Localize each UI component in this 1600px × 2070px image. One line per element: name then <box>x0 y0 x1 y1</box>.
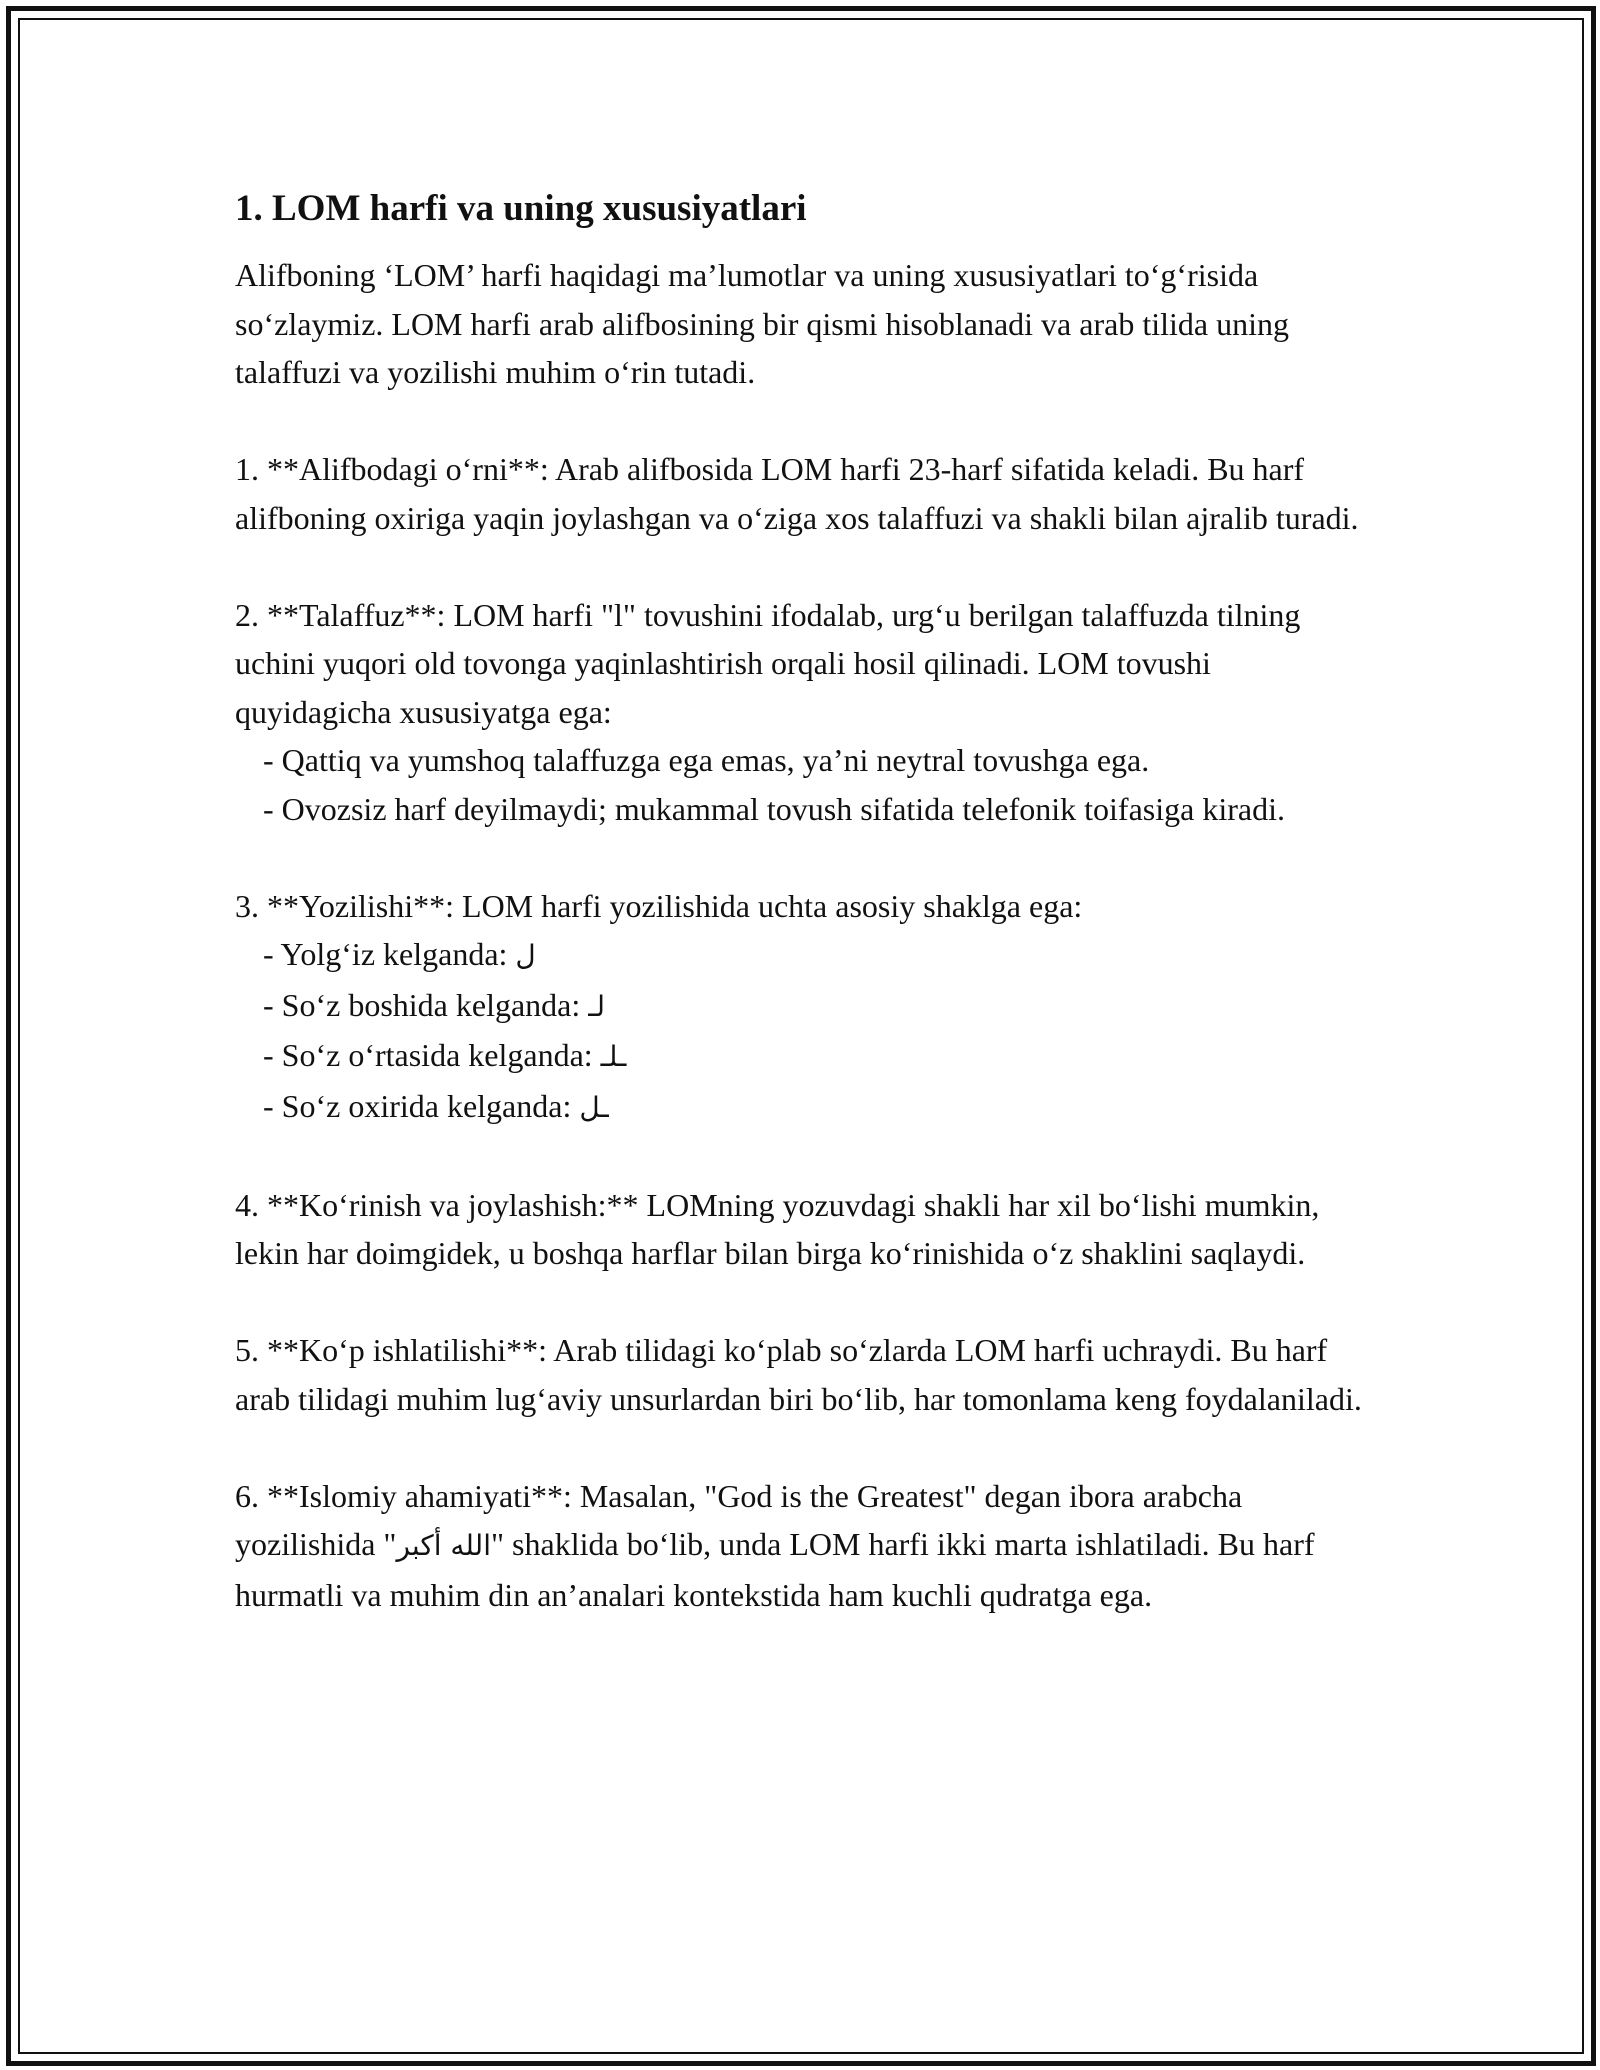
paragraph-gap <box>235 397 1375 446</box>
letter-form-label: - So‘z oxirida kelganda: <box>263 1087 580 1124</box>
section-2-bullet-2: - Ovozsiz harf deyilmaydi; mukammal tovush sifatida telefonik toifasiga kiradi. <box>263 790 1285 827</box>
section-3-paragraph: 3. **Yozilishi**: LOM harfi yozilishida uchta asosiy shaklga ega: <box>235 887 1083 924</box>
section-4-paragraph: 4. **Ko‘rinish va joylashish:** LOMning yozuvdagi shakli har xil bo‘lishi mumkin, lekin har doimgidek, u boshqa harflar bilan birga ko‘rinishida o‘z shaklini saqlaydi. <box>235 1186 1328 1271</box>
section-6-text-after: " shaklida bo‘lib, unda LOM harfi ikki marta ishlatiladi. Bu harf hurmatli va muhim din an’analari kontekstida ham kuchli qudratga ega. <box>235 1526 1323 1613</box>
letter-form-label: - So‘z boshida kelganda: <box>263 986 589 1023</box>
document-body <box>235 185 1375 1619</box>
document-title: 1. LOM harfi va uning xususiyatlari <box>235 188 807 229</box>
section-2-bullet-1: - Qattiq va yumshoq talaffuzga ega emas, ya’ni neytral tovushga ega. <box>263 742 1150 778</box>
paragraph-gap <box>235 1423 1375 1472</box>
arabic-glyph: ـلـ <box>600 1040 627 1073</box>
letter-form-isolated <box>235 930 1375 981</box>
section-1-paragraph: 1. **Alifbodagi o‘rni**: Arab alifbosida LOM harfi 23-harf sifatida keladi. Bu harf alifboning oxiriga yaqin joylashgan va o‘ziga xos talaffuzi va shakli bilan ajralib turadi. <box>235 451 1359 536</box>
letter-form-final <box>235 1082 1375 1133</box>
arabic-phrase: الله أكبر <box>396 1529 491 1562</box>
letter-form-label: - Yolg‘iz kelganda: <box>263 936 516 972</box>
letter-form-label: - So‘z o‘rtasida kelganda: <box>263 1037 601 1073</box>
paragraph-gap <box>235 542 1375 591</box>
paragraph-gap <box>235 833 1375 882</box>
intro-paragraph: Alifboning ‘LOM’ harfi haqidagi ma’lumotlar va uning xususiyatlari to‘g‘risida so‘zlaymiz. LOM harfi arab alifbosining bir qismi hisoblanadi va arab tilida uning talaffuzi va yozilishi muhim o‘rin tutadi. <box>235 257 1297 390</box>
section-6-paragraph <box>235 1472 1375 1620</box>
section-5-paragraph: 5. **Ko‘p ishlatilishi**: Arab tilidagi ko‘plab so‘zlarda LOM harfi uchraydi. Bu harf arab tilidagi muhim lug‘aviy unsurlardan biri bo‘lib, har tomonlama keng foydalaniladi. <box>235 1332 1362 1417</box>
paragraph-gap <box>235 1278 1375 1327</box>
paragraph-gap <box>235 1132 1375 1181</box>
arabic-glyph: ـل <box>579 1090 609 1124</box>
letter-form-medial <box>235 1031 1375 1082</box>
arabic-glyph: ل <box>515 939 536 972</box>
letter-form-initial <box>235 981 1375 1032</box>
arabic-glyph: لـ <box>588 989 605 1023</box>
section-2-paragraph: 2. **Talaffuz**: LOM harfi "l" tovushini ifodalab, urg‘u berilgan talaffuzda tilning uchini yuqori old tovonga yaqinlashtirish orqali hosil qilinadi. LOM tovushi quyidagicha xususiyatga ega: <box>235 596 1309 730</box>
section-6-text-before: 6. **Islomiy ahamiyati**: Masalan, "God is the Greatest" degan ibora arabcha yozilishida " <box>235 1477 1251 1562</box>
